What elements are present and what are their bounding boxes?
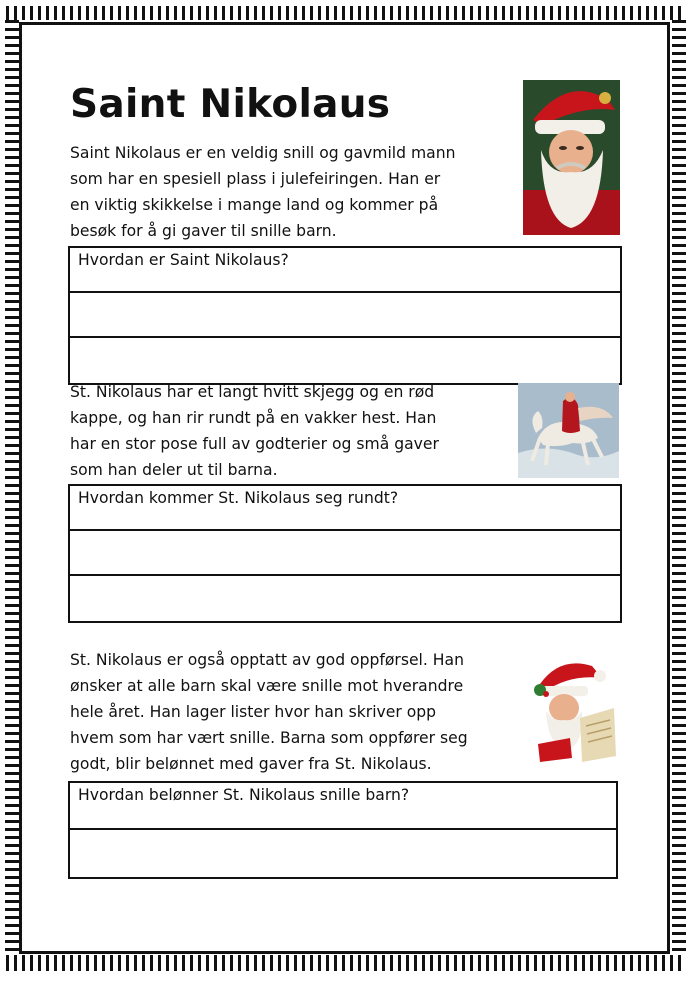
question-2: Hvordan kommer St. Nikolaus seg rundt? [78, 489, 399, 507]
answer-line[interactable] [70, 531, 620, 576]
question-1: Hvordan er Saint Nikolaus? [78, 251, 289, 269]
question-row [70, 783, 616, 830]
paragraph-2: St. Nikolaus har et langt hvitt skjegg og en rød kappe, og han rir rundt på en vakker hest. Han har en stor pose full av godterier og små gaver som han deler ut til barna. [70, 383, 439, 479]
paragraph-3: St. Nikolaus er også opptatt av god oppførsel. Han ønsker at alle barn skal være snille mot hverandre hele året. Han lager lister hvor han skriver opp hvem som har vært snille. Barna som oppfører seg godt, blir belønnet med gaver fra St. Nikolaus. [70, 651, 468, 773]
answer-line[interactable] [70, 338, 620, 383]
nikolaus-on-horse-image [518, 383, 619, 478]
santa-with-list-image [530, 656, 620, 764]
border-ticks-top [6, 6, 686, 20]
question-row [70, 486, 620, 531]
question-3: Hvordan belønner St. Nikolaus snille barn? [78, 786, 410, 804]
answer-line[interactable] [70, 293, 620, 338]
border-ticks-right [672, 20, 686, 955]
answer-table-3 [68, 781, 618, 879]
border-ticks-bottom [6, 955, 686, 971]
answer-line[interactable] [70, 830, 616, 877]
page-title: Saint Nikolaus [70, 82, 391, 127]
answer-table-1 [68, 246, 622, 385]
santa-portrait-image [523, 80, 620, 235]
question-row [70, 248, 620, 293]
answer-table-2 [68, 484, 622, 623]
paragraph-1: Saint Nikolaus er en veldig snill og gavmild mann som har en spesiell plass i julefeiringen. Han er en viktig skikkelse i mange land og kommer på besøk for å gi gaver til snille barn. [70, 144, 456, 240]
border-ticks-left [5, 20, 19, 955]
answer-line[interactable] [70, 576, 620, 621]
